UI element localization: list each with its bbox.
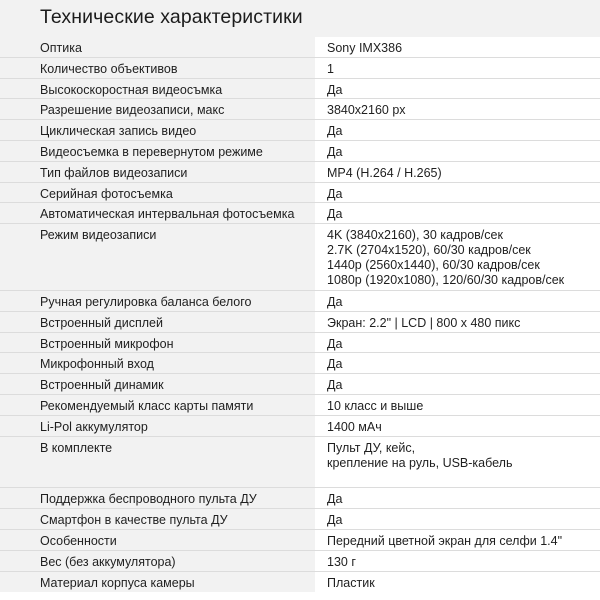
spec-value-line: Да bbox=[327, 336, 343, 351]
spec-value bbox=[327, 555, 595, 570]
spec-value-line: Пластик bbox=[327, 575, 375, 590]
spec-value bbox=[327, 124, 595, 139]
spec-row bbox=[0, 530, 600, 551]
spec-value-line: 1080p (1920x1080), 120/60/30 кадров/сек bbox=[327, 273, 565, 288]
spec-row bbox=[0, 99, 600, 120]
spec-value bbox=[327, 228, 595, 288]
spec-name: Количество объективов bbox=[40, 61, 178, 76]
spec-value bbox=[327, 316, 595, 331]
spec-name: Режим видеозаписи bbox=[40, 228, 157, 243]
spec-row bbox=[0, 437, 600, 489]
spec-row bbox=[0, 333, 600, 354]
spec-value-line: Да bbox=[327, 124, 343, 139]
spec-value-line: Да bbox=[327, 294, 343, 309]
spec-row bbox=[0, 312, 600, 333]
spec-row bbox=[0, 572, 600, 593]
spec-value-line: Пульт ДУ, кейс, bbox=[327, 440, 416, 455]
spec-value-line: 130 г bbox=[327, 554, 356, 569]
spec-name: Встроенный динамик bbox=[40, 378, 164, 393]
spec-value bbox=[327, 399, 595, 414]
spec-value bbox=[327, 103, 595, 118]
spec-value bbox=[327, 337, 595, 352]
spec-row bbox=[0, 488, 600, 509]
spec-value-line: Да bbox=[327, 82, 343, 97]
spec-name: Особенности bbox=[40, 533, 117, 548]
spec-row bbox=[0, 37, 600, 58]
spec-row bbox=[0, 183, 600, 204]
spec-value bbox=[327, 83, 595, 98]
spec-row bbox=[0, 353, 600, 374]
spec-row bbox=[0, 416, 600, 437]
spec-name: Li-Pol аккумулятор bbox=[40, 419, 148, 434]
spec-value-line: 1400 мАч bbox=[327, 419, 382, 434]
spec-value bbox=[327, 41, 595, 56]
spec-row bbox=[0, 395, 600, 416]
spec-row bbox=[0, 162, 600, 183]
spec-name: Разрешение видеозаписи, макс bbox=[40, 103, 225, 118]
spec-value bbox=[327, 441, 595, 471]
spec-row bbox=[0, 79, 600, 100]
spec-row bbox=[0, 291, 600, 312]
spec-value bbox=[327, 420, 595, 435]
title-bar bbox=[0, 0, 600, 37]
spec-name: Автоматическая интервальная фотосъемка bbox=[40, 207, 295, 222]
spec-value-line: 3840x2160 px bbox=[327, 103, 406, 118]
spec-value bbox=[327, 166, 595, 181]
spec-value-line: Да bbox=[327, 357, 343, 372]
spec-value bbox=[327, 492, 595, 507]
spec-row bbox=[0, 203, 600, 224]
spec-row bbox=[0, 224, 600, 291]
spec-row bbox=[0, 120, 600, 141]
spec-name: Микрофонный вход bbox=[40, 357, 154, 372]
spec-row bbox=[0, 141, 600, 162]
spec-value bbox=[327, 187, 595, 202]
spec-name: Тип файлов видеозаписи bbox=[40, 165, 188, 180]
spec-value-line: Да bbox=[327, 492, 343, 507]
spec-value bbox=[327, 62, 595, 77]
spec-value-line: 10 класс и выше bbox=[327, 398, 424, 413]
spec-name: Смартфон в качестве пульта ДУ bbox=[40, 513, 228, 528]
spec-value bbox=[327, 534, 595, 549]
spec-name: Встроенный дисплей bbox=[40, 315, 163, 330]
spec-name: Встроенный микрофон bbox=[40, 336, 174, 351]
spec-value-line: 1 bbox=[327, 61, 334, 76]
spec-row bbox=[0, 58, 600, 79]
spec-value-line: Передний цветной экран для селфи 1.4" bbox=[327, 533, 563, 548]
spec-value bbox=[327, 357, 595, 372]
spec-value-line: MP4 (H.264 / H.265) bbox=[327, 165, 442, 180]
spec-value-line: крепление на руль, USB-кабель bbox=[327, 455, 513, 470]
spec-name: Ручная регулировка баланса белого bbox=[40, 294, 252, 309]
spec-value-line: Да bbox=[327, 513, 343, 528]
spec-name: Рекомендуемый класс карты памяти bbox=[40, 398, 254, 413]
spec-name: Видеосъемка в перевернутом режиме bbox=[40, 144, 263, 159]
spec-value-line: Да bbox=[327, 186, 343, 201]
spec-row bbox=[0, 509, 600, 530]
spec-name: Циклическая запись видео bbox=[40, 124, 197, 139]
spec-value-line: 2.7K (2704x1520), 60/30 кадров/сек bbox=[327, 243, 531, 258]
spec-value bbox=[327, 145, 595, 160]
spec-name: Вес (без аккумулятора) bbox=[40, 554, 176, 569]
spec-table bbox=[0, 37, 600, 592]
spec-row bbox=[0, 374, 600, 395]
spec-name: Оптика bbox=[40, 41, 82, 55]
spec-value-line: Да bbox=[327, 144, 343, 159]
spec-value bbox=[327, 576, 595, 591]
spec-name: Высокоскоростная видеосъмка bbox=[40, 82, 223, 97]
spec-name: Серийная фотосъемка bbox=[40, 186, 173, 201]
spec-value bbox=[327, 207, 595, 222]
spec-value-line: Да bbox=[327, 207, 343, 222]
spec-value bbox=[327, 378, 595, 393]
spec-name: Поддержка беспроводного пульта ДУ bbox=[40, 492, 257, 507]
spec-value-line: Да bbox=[327, 378, 343, 393]
spec-value-line: 4K (3840x2160), 30 кадров/сек bbox=[327, 228, 503, 243]
spec-row bbox=[0, 551, 600, 572]
spec-value bbox=[327, 513, 595, 528]
spec-name: В комплекте bbox=[40, 440, 113, 455]
spec-value-line: Экран: 2.2" | LCD | 800 x 480 пикс bbox=[327, 315, 521, 330]
spec-value-line: Sony IMX386 bbox=[327, 41, 403, 55]
spec-name: Материал корпуса камеры bbox=[40, 575, 195, 590]
spec-value bbox=[327, 295, 595, 310]
page-title: Технические характеристики bbox=[40, 6, 303, 28]
spec-value-line: 1440p (2560x1440), 60/30 кадров/сек bbox=[327, 258, 540, 273]
